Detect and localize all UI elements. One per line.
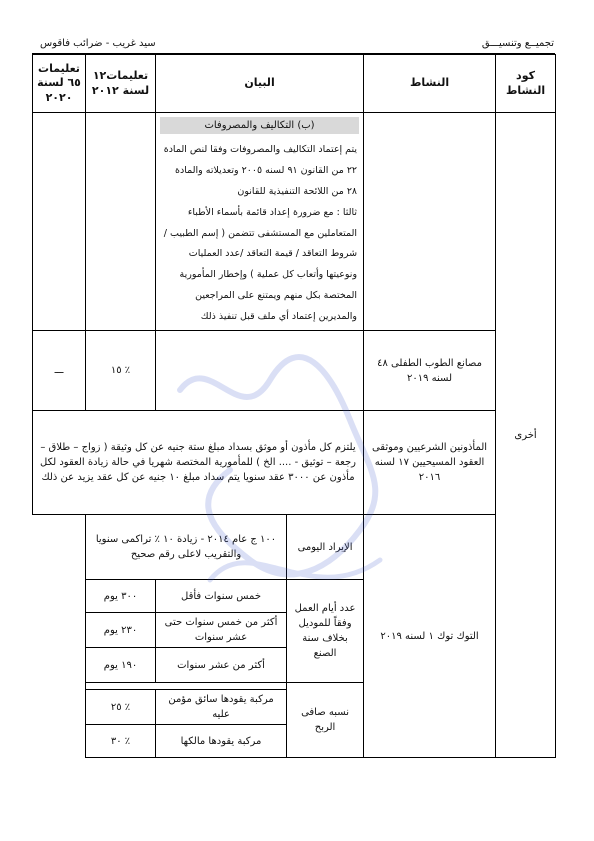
costs-paragraph-1: يتم إعتماد التكاليف والمصروفات وفقا لنص المادة ٢٢ من القانون ٩١ لسنه ٢٠٠٥ وتعديلاته والمادة ٢٨ من اللائحة التنفيذية للقانون [163,144,358,197]
tuktuk-workdays-val: ٢٣٠ يوم [86,613,156,648]
costs-activity-empty [364,113,496,331]
bricks-inst2020: ـــ [33,331,86,411]
tuktuk-workdays-label: عدد أيام العمل وفقاً للموديل بخلاف سنة الصنع [287,580,364,683]
table-row-bricks [33,331,556,411]
costs-paragraph-2: ثالثا : مع ضرورة إعداد قائمة بأسماء الأطباء المتعاملين مع المستشفى تتضمن ( إسم الطبيب / شروط التعاقد / قيمة التعاقد /عدد العمليات ونوعيتها وأتعاب كل عملية ) وإخطار المأمورية المختصة بكل منهم ويمتنع على المراجعين والمديرين إعتماد أي ملف قبل تنفيذ ذلك [163,206,358,323]
col-header-code: كود النشاط [496,55,556,113]
header-compiled: تجميــع وتنسيـــق [481,38,554,49]
code-other: أخرى [496,113,556,758]
bricks-inst2012: ٪ ١٥ [86,331,156,411]
costs-statement [156,113,364,331]
costs-inst2020-empty [33,113,86,331]
tax-activities-table [32,54,556,758]
header-author: سيد غريب - ضرائب فاقوس [40,38,156,49]
tuktuk-activity: التوك توك ١ لسنه ٢٠١٩ [364,515,496,758]
tuktuk-workdays-val: ٣٠٠ يوم [86,580,156,613]
tuktuk-net-desc: مركبة يقودها مالكها [156,725,287,758]
col-header-statement: البيان [156,55,364,113]
tuktuk-net-label: نسبه صافى الربح [287,683,364,758]
tuktuk-net-val: ٪ ٢٥ [86,690,156,725]
col-header-inst2020: تعليمات ٦٥ لسنة ٢٠٢٠ [33,55,86,113]
bricks-activity: مصانع الطوب الطفلى ٤٨ لسنه ٢٠١٩ [364,331,496,411]
tuktuk-net-val: ٪ ٣٠ [86,725,156,758]
tuktuk-daily-label: الإيراد اليومى [287,515,364,580]
costs-subhead: (ب) التكاليف والمصروفات [160,117,359,134]
tuktuk-net-desc: مركبة يقودها سائق مؤمن عليه [156,690,287,725]
bricks-statement-empty [156,331,364,411]
table-header-row [33,55,556,113]
tuktuk-workdays-val: ١٩٠ يوم [86,648,156,683]
tuktuk-workdays-desc: أكثر من خمس سنوات حتى عشر سنوات [156,613,287,648]
col-header-activity: النشاط [364,55,496,113]
table-row-costs [33,113,556,331]
tuktuk-workdays-desc: أكثر من عشر سنوات [156,648,287,683]
col-header-inst2012: تعليمات١٢ لسنة ٢٠١٢ [86,55,156,113]
costs-inst2012-empty [86,113,156,331]
notaries-activity: المأذونين الشرعيين وموثقى العقود المسيحيين ١٧ لسنه ٢٠١٦ [364,411,496,515]
notaries-text: يلتزم كل مأذون أو موثق بسداد مبلغ ستة جنيه عن كل وثيقة ( زواج – طلاق – رجعة – توثيق - .... الخ ) للمأمورية المختصة شهريا في حالة زيادة العقود لكل مأذون عن ٣٠٠٠ عقد سنويا يتم سداد مبلغ ١٠ جنيه عن كل عقد يزيد عن ذلك [33,411,364,515]
table-row-tuktuk-daily [33,515,556,580]
tuktuk-workdays-desc: خمس سنوات فأقل [156,580,287,613]
tuktuk-daily-text: ١٠٠ ج عام ٢٠١٤ - زيادة ١٠ ٪ تراكمى سنويا والتقريب لاعلى رقم صحيح [86,515,287,580]
tuktuk-spacer [86,683,287,690]
table-row-notaries [33,411,556,515]
